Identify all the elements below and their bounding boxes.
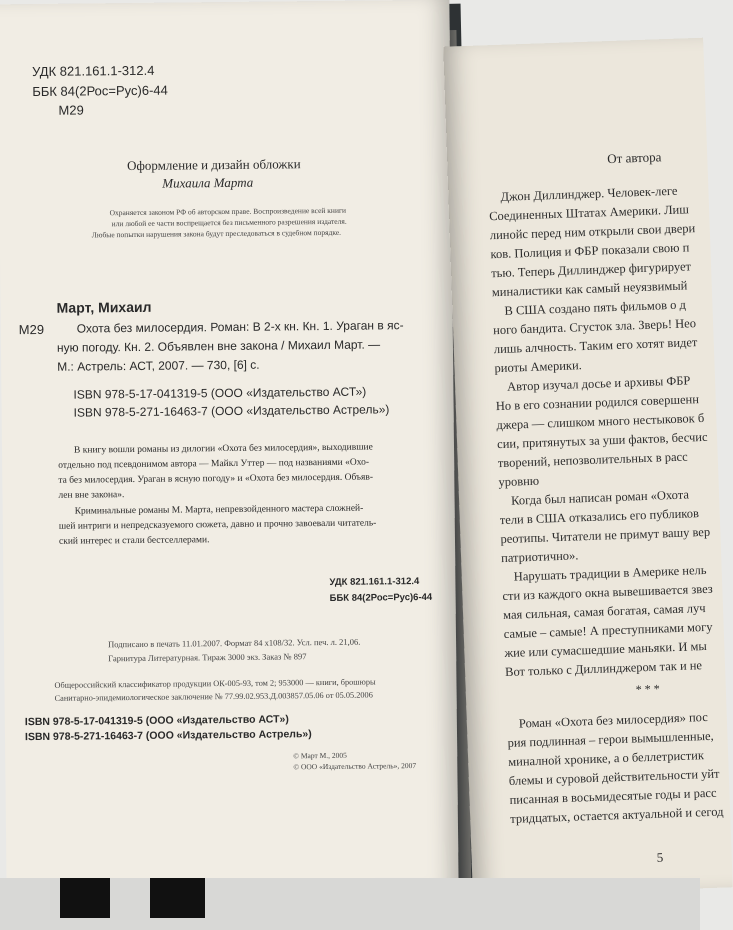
annotation-line-2: отдельно под псевдонимом автора — Майкл Уттер — под названиями «Охо- (58, 457, 370, 471)
isbn-bold-2: ISBN 978-5-271-16463-7 (ООО «Издательство Астрель») (24, 728, 312, 744)
preface-line: рия подлинная – герои вымышленные, (507, 728, 714, 750)
annotation-line-5: Криминальные романы М. Марта, непревзойденного мастера сложней- (74, 503, 364, 517)
preface-line: джера — слишком много нестыковок б (496, 410, 705, 433)
isbn-line-1: ISBN 978-5-17-041319-5 (ООО «Издательство АСТ») (73, 384, 367, 402)
preface-line: лишь алчность. Таким его хотят видет (493, 335, 698, 357)
checker-square (150, 878, 205, 918)
preface-line: писанная в восьмидесятые годы и расс (509, 785, 717, 807)
biblio-line-1: Охота без милосердия. Роман: В 2-х кн. Кн. 1. Ураган в яс- (76, 318, 404, 336)
preface-line: мая сильная, самая богатая, самая луч (502, 600, 706, 623)
preface-line: ков. Полиция и ФБР показали свою п (490, 240, 690, 262)
preface-line: тели в США отказались его публиков (499, 506, 700, 528)
preface-line: самые – самые! А преступниками могу (503, 619, 713, 642)
preface-line: Автор изучал досье и архивы ФБР (506, 373, 691, 394)
preface-line: Вот только с Диллинджером так и не (504, 658, 703, 680)
copyright-author: © Март М., 2005 (293, 750, 347, 761)
section-separator: * * * (635, 681, 661, 697)
preface-line: миналистики как самый неуязвимый (491, 278, 688, 300)
preface-line: линойс перед ним открыли свои двери (489, 221, 696, 243)
udk-header-line: УДК 821.161.1-312.4 (31, 62, 155, 80)
catalog-mark: М29 (58, 102, 84, 118)
udk-right: УДК 821.161.1-312.4 (329, 576, 420, 588)
classifier-1: Общероссийский классификатор продукции ОК-005-93, том 2; 953000 — книги, брошюры (54, 677, 376, 690)
copyright-notice-3: Любые попытки нарушения закона будут преследоваться в судебном порядке. (91, 227, 342, 240)
preface-line: сии, притянутых за уши фактов, бесчис (496, 429, 708, 452)
preface-line: уровню (498, 473, 540, 490)
copyright-notice-2: или любой ее части воспрещается без письменного разрешения издателя. (111, 216, 347, 229)
preface-line: В США создано пять фильмов о д (504, 297, 687, 318)
biblio-line-3: М.: Астрель: АСТ, 2007. — 730, [6] с. (57, 357, 260, 374)
preface-line: сти из каждого окна вывешивается звез (502, 581, 713, 604)
copyright-notice-1: Охраняется законом РФ об авторском праве. Воспроизведение всей книги (109, 205, 347, 218)
checker-square (60, 878, 110, 918)
print-info-2: Гарнитура Литературная. Тираж 3000 экз. Заказ № 897 (108, 651, 307, 664)
page-number: 5 (656, 849, 664, 865)
right-page (443, 38, 733, 897)
annotation-line-6: шей интриги и непредсказуемого сюжета, давно и прочно завоевали читатель- (58, 518, 377, 532)
preface-line: тридцатых, остается актуальной и сегод (509, 804, 724, 826)
catalog-code: М29 (18, 321, 45, 338)
isbn-line-2: ISBN 978-5-271-16463-7 (ООО «Издательство Астрель») (73, 402, 390, 420)
preface-line: риоты Америки. (494, 358, 583, 376)
biblio-line-2: ную погоду. Кн. 2. Объявлен вне закона / Михаил Март. — (56, 337, 381, 355)
bbk-right: ББК 84(2Рос=Рус)6-44 (329, 591, 433, 604)
annotation-line-7: ский интерес и стали бестселлерами. (58, 535, 210, 547)
preface-line: Нарушать традиции в Америке нель (513, 562, 707, 584)
preface-line: реотипы. Читатели не примут вашу вер (500, 524, 711, 547)
copyright-publisher: © ООО «Издательство Астрель», 2007 (293, 761, 417, 772)
preface-line: миналной хронике, а о беллетристик (508, 748, 705, 769)
author-preface-heading: От автора (606, 149, 662, 167)
preface-line: тью. Теперь Диллинджер фигурирует (490, 259, 692, 281)
preface-line: ного бандита. Сгусток зла. Зверь! Нео (492, 316, 697, 338)
preface-line: Но в его сознании родился совершенн (495, 392, 700, 414)
print-info-1: Подписано в печать 11.01.2007. Формат 84 x108/32. Усл. печ. л. 21,06. (108, 636, 361, 650)
preface-line: Когда был написан роман «Охота (510, 487, 690, 508)
preface-line: патриотично». (500, 548, 579, 566)
designer-name: Михаила Марта (162, 174, 254, 191)
isbn-bold-1: ISBN 978-5-17-041319-5 (ООО «Издательство АСТ») (24, 713, 289, 729)
preface-line: жие или сумасшедшие маньяки. И мы (504, 638, 708, 661)
preface-line: блемы и суровой действительности уйт (508, 766, 720, 788)
preface-line: Джон Диллинджер. Человек-леге (500, 183, 678, 204)
preface-line: Соединенных Штатах Америки. Лиш (488, 202, 690, 224)
annotation-line-1: В книгу вошли романы из дилогии «Охота без милосердия», выходившие (73, 442, 373, 456)
bbk-header-line: ББК 84(2Рос=Рус)6-44 (32, 82, 168, 100)
annotation-line-4: лен вне закона». (58, 490, 125, 501)
annotation-line-3: та без милосердия. Ураган в ясную погоду» и «Охота без милосердия. Объяв- (58, 472, 374, 486)
author-name: Март, Михаил (56, 298, 152, 316)
classifier-2: Санитарно-эпидемиологическое заключение № 77.99.02.953.Д.003857.05.06 от 05.05.2006 (54, 690, 373, 703)
preface-line: творений, непозволительных в расс (497, 449, 688, 471)
preface-line: Роман «Охота без милосердия» пос (518, 709, 708, 731)
design-credit: Оформление и дизайн обложки (126, 156, 301, 174)
